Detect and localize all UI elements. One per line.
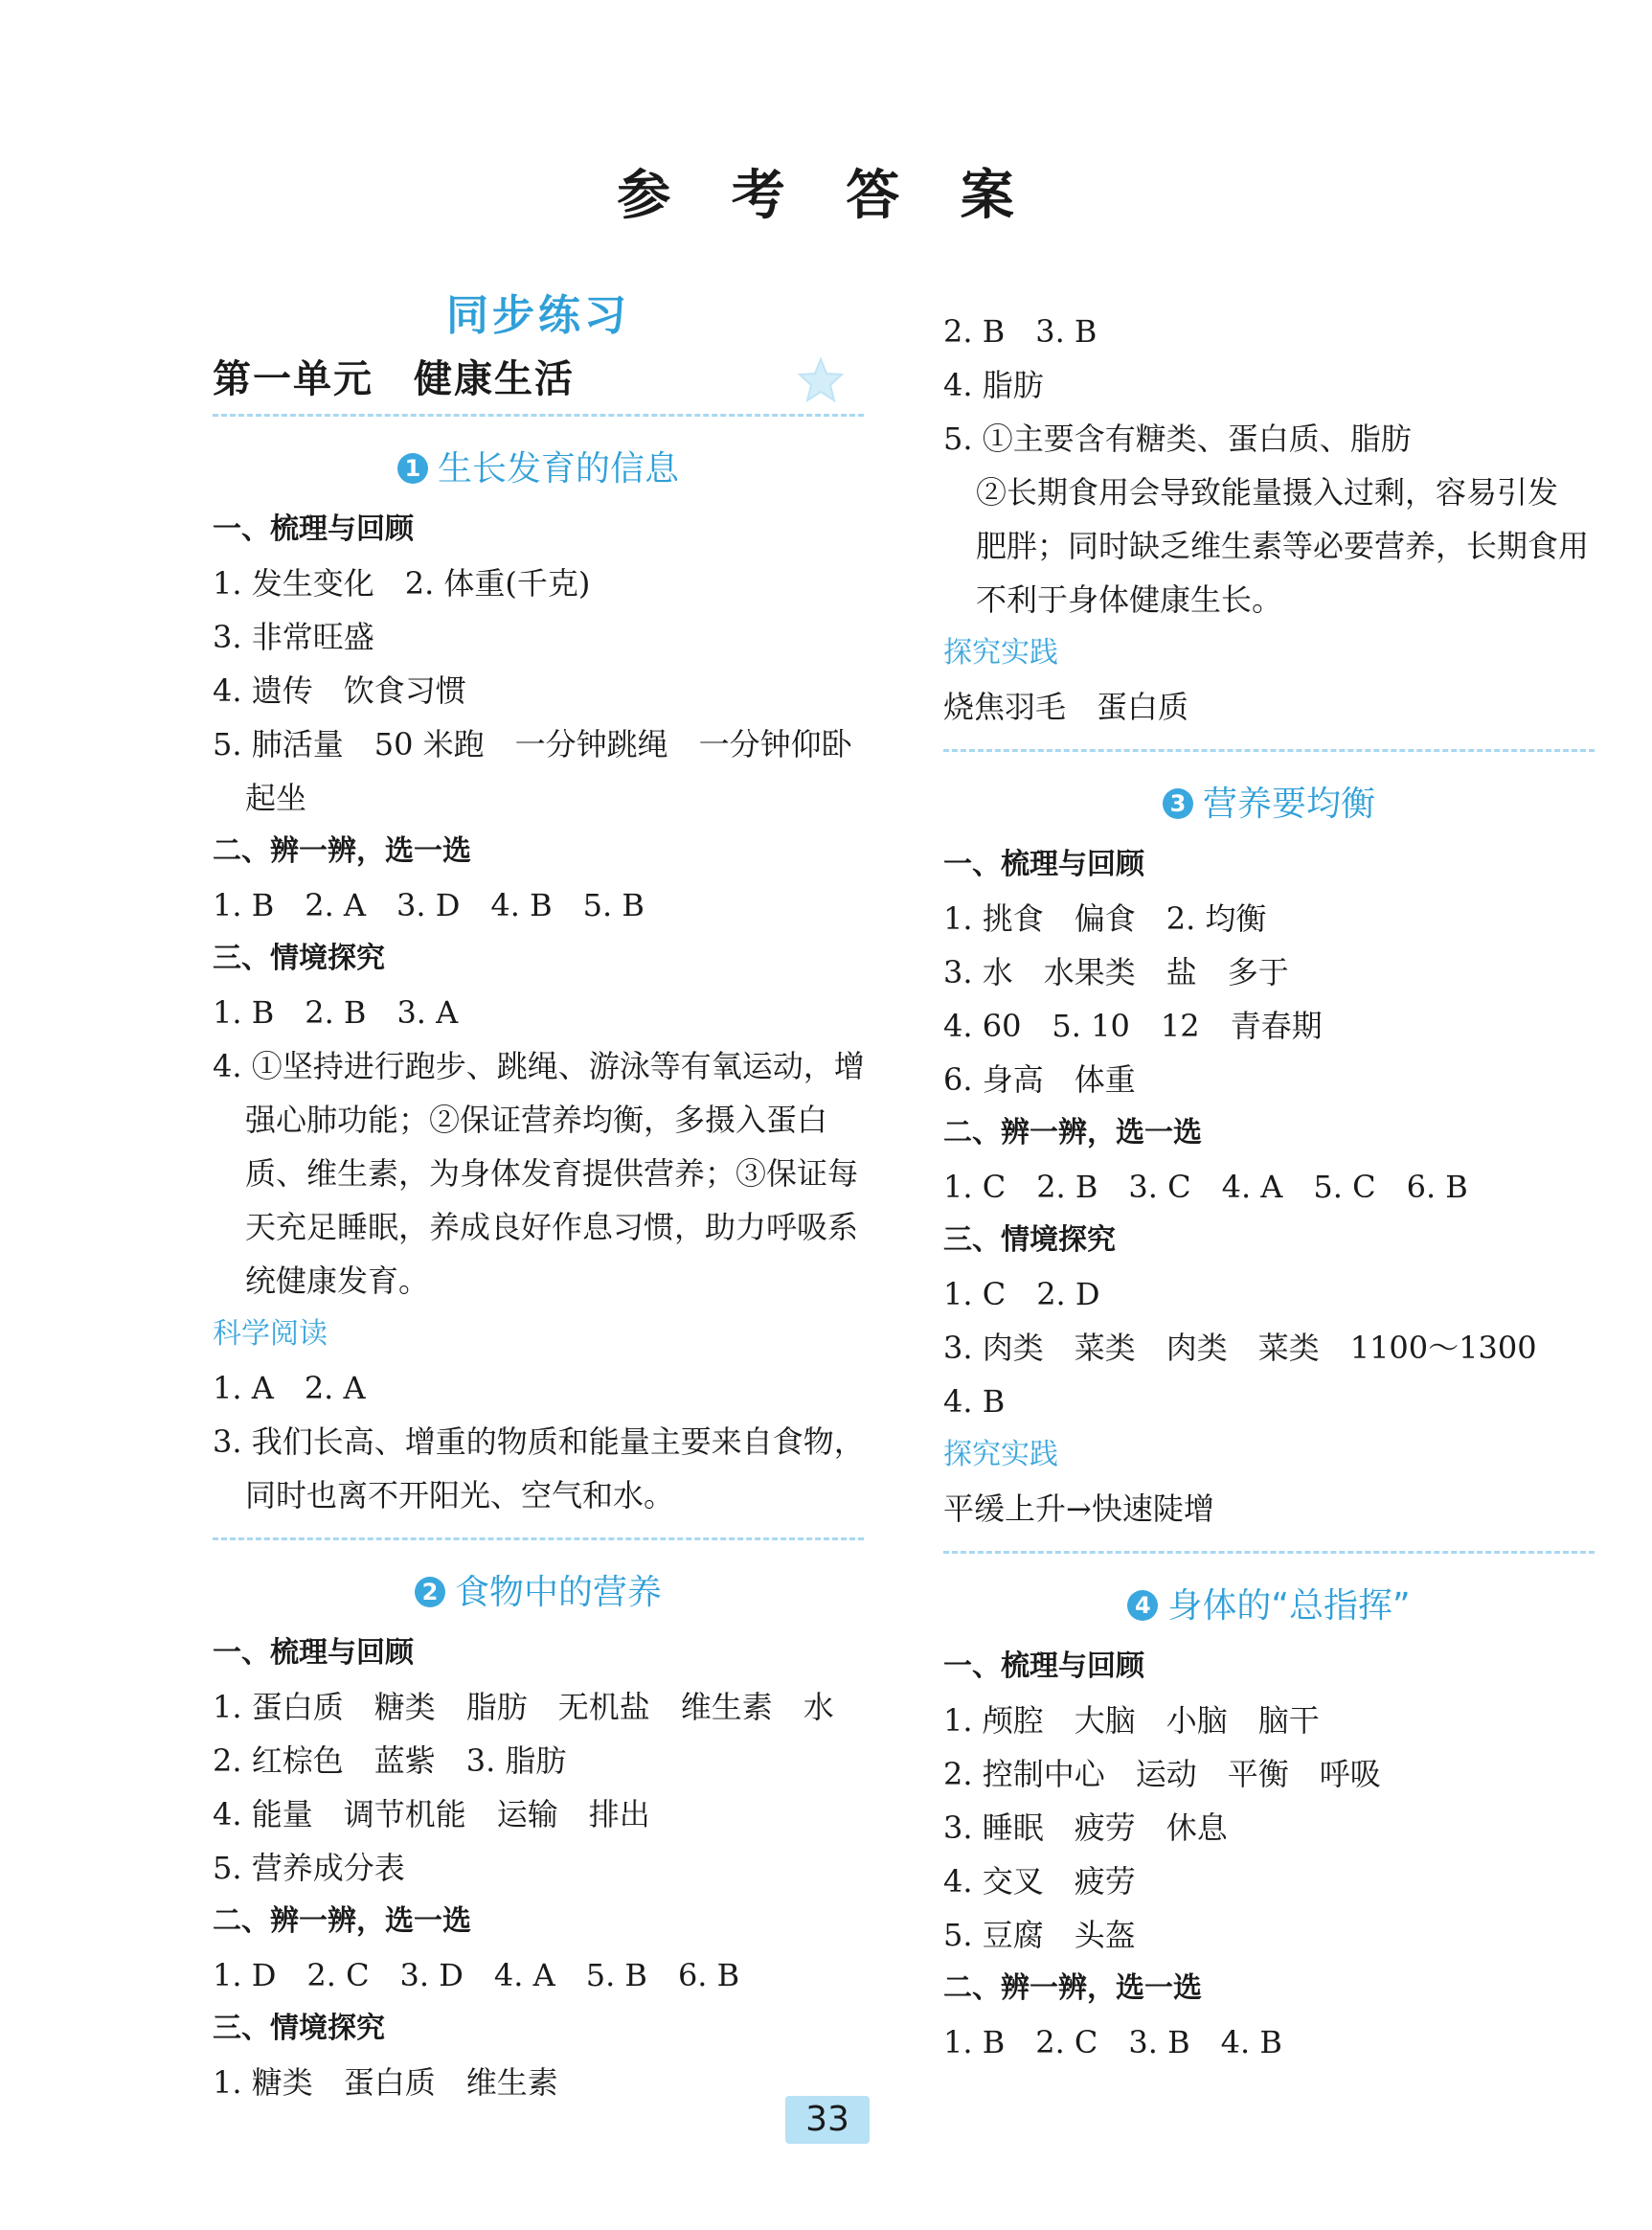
answer-line: 3. 非常旺盛 xyxy=(213,619,374,655)
section-4-title xyxy=(943,1573,1595,1640)
answer-line: 天充足睡眠，养成良好作息习惯，助力呼吸系 xyxy=(245,1209,859,1245)
answer-line: 5. 肺活量 50 米跑 一分钟跳绳 一分钟仰卧 xyxy=(213,726,852,762)
answer-line: 不利于身体健康生长。 xyxy=(976,581,1283,618)
answer-line: 4. 脂肪 xyxy=(943,367,1044,403)
page-number: 33 xyxy=(785,2096,870,2144)
answer-line: 4. 交叉 疲劳 xyxy=(943,1863,1136,1900)
unit-title: 第一单元 健康生活 xyxy=(213,357,575,401)
answer-line: 2. B 3. B xyxy=(943,313,1098,350)
answer-line: 1. B 2. B 3. A xyxy=(213,994,459,1031)
answer-line: 1. 发生变化 2. 体重(千克) xyxy=(213,565,591,602)
right-column xyxy=(943,305,1595,2069)
section-number-badge: 4 xyxy=(1127,1590,1158,1621)
heading-practice: 探究实践 xyxy=(943,636,1058,670)
answer-line: ②长期食用会导致能量摄入过剩，容易引发 xyxy=(976,474,1559,511)
heading-inquiry: 三、情境探究 xyxy=(943,1223,1116,1257)
left-column xyxy=(213,287,864,2109)
answer-line: 1. 挑食 偏食 2. 均衡 xyxy=(943,900,1267,937)
section-2-title xyxy=(213,1559,864,1627)
answer-line: 质、维生素，为身体发育提供营养；③保证每 xyxy=(245,1155,859,1192)
answer-line: 1. B 2. A 3. D 4. B 5. B xyxy=(213,887,645,923)
section-number-badge: 1 xyxy=(397,453,428,484)
section-title-text: 营养要均衡 xyxy=(1202,785,1375,824)
page-title: 参 考 答 案 xyxy=(617,164,1035,227)
heading-inquiry: 三、情境探究 xyxy=(213,2012,385,2045)
unit-header xyxy=(213,345,864,414)
answer-line: 1. 蛋白质 糖类 脂肪 无机盐 维生素 水 xyxy=(213,1689,834,1725)
answer-line: 肥胖；同时缺乏维生素等必要营养，长期食用 xyxy=(976,528,1590,564)
heading-choose: 二、辨一辨，选一选 xyxy=(943,1971,1202,2005)
answer-line: 6. 身高 体重 xyxy=(943,1061,1136,1098)
answer-line: 1. B 2. C 3. B 4. B xyxy=(943,2024,1282,2060)
answer-line: 平缓上升→快速陡增 xyxy=(943,1490,1214,1527)
answer-line: 1. C 2. D xyxy=(943,1276,1100,1312)
answer-line: 5. ①主要含有糖类、蛋白质、脂肪 xyxy=(943,421,1412,457)
answer-line: 3. 水 水果类 盐 多于 xyxy=(943,954,1289,990)
heading-review: 一、梳理与回顾 xyxy=(213,512,414,546)
section-number-badge: 2 xyxy=(415,1577,445,1607)
answer-line: 3. 肉类 菜类 肉类 菜类 1100～1300 xyxy=(943,1330,1537,1366)
answer-line: 1. D 2. C 3. D 4. A 5. B 6. B xyxy=(213,1957,740,1993)
answer-line: 1. C 2. B 3. C 4. A 5. C 6. B xyxy=(943,1169,1468,1205)
section-1-title xyxy=(213,436,864,503)
answer-line: 4. B xyxy=(943,1383,1006,1420)
section-number-badge: 3 xyxy=(1163,788,1193,819)
divider xyxy=(213,1537,864,1540)
heading-reading: 科学阅读 xyxy=(213,1317,328,1351)
answer-line: 2. 控制中心 运动 平衡 呼吸 xyxy=(943,1756,1381,1792)
heading-inquiry: 三、情境探究 xyxy=(213,942,385,975)
answer-line: 1. 糖类 蛋白质 维生素 xyxy=(213,2064,558,2101)
answer-line: 统健康发育。 xyxy=(245,1263,430,1299)
answer-line: 3. 睡眠 疲劳 休息 xyxy=(943,1809,1228,1846)
answer-line: 烧焦羽毛 蛋白质 xyxy=(943,689,1189,725)
divider xyxy=(213,414,864,417)
heading-review: 一、梳理与回顾 xyxy=(213,1636,414,1670)
heading-choose: 二、辨一辨，选一选 xyxy=(943,1116,1202,1149)
heading-choose: 二、辨一辨，选一选 xyxy=(213,834,471,868)
section-title-text: 食物中的营养 xyxy=(454,1573,662,1612)
answer-line: 4. ①坚持进行跑步、跳绳、游泳等有氧运动，增 xyxy=(213,1048,865,1084)
heading-review: 一、梳理与回顾 xyxy=(943,848,1144,881)
divider xyxy=(943,749,1595,752)
heading-practice: 探究实践 xyxy=(943,1438,1058,1471)
answer-line: 2. 红棕色 蓝紫 3. 脂肪 xyxy=(213,1742,567,1779)
heading-review: 一、梳理与回顾 xyxy=(943,1650,1144,1683)
section-3-title xyxy=(943,771,1595,838)
section-title-text: 身体的“总指挥” xyxy=(1167,1586,1411,1626)
answer-line: 强心肺功能；②保证营养均衡，多摄入蛋白 xyxy=(245,1102,828,1138)
section-title-text: 生长发育的信息 xyxy=(437,449,679,489)
sync-practice-title: 同步练习 xyxy=(446,291,630,340)
star-icon xyxy=(797,356,845,404)
answer-line: 1. 颅腔 大脑 小脑 脑干 xyxy=(943,1702,1320,1739)
answer-line: 4. 能量 调节机能 运输 排出 xyxy=(213,1796,650,1832)
answer-line: 4. 遗传 饮食习惯 xyxy=(213,672,466,709)
answer-line: 同时也离不开阳光、空气和水。 xyxy=(245,1477,675,1513)
answer-line: 5. 营养成分表 xyxy=(213,1850,405,1886)
heading-choose: 二、辨一辨，选一选 xyxy=(213,1904,471,1938)
answer-line: 1. A 2. A xyxy=(213,1370,366,1406)
answer-line: 起坐 xyxy=(245,780,307,816)
answer-line: 3. 我们长高、增重的物质和能量主要来自食物， xyxy=(213,1423,865,1460)
answer-line: 4. 60 5. 10 12 青春期 xyxy=(943,1008,1323,1044)
divider xyxy=(943,1551,1595,1554)
answer-line: 5. 豆腐 头盔 xyxy=(943,1917,1136,1953)
